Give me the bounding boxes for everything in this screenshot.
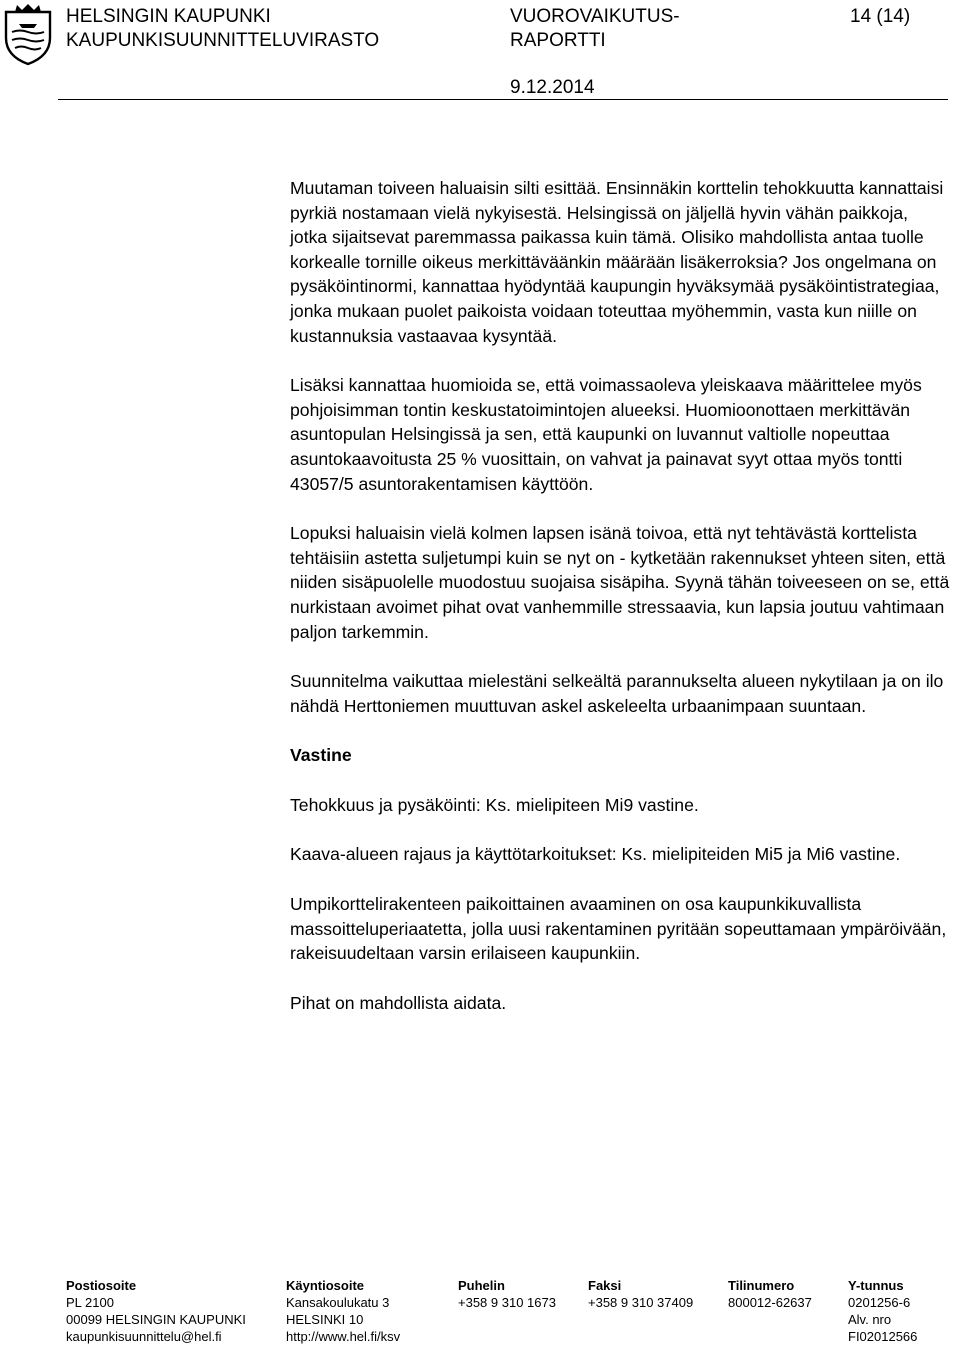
- paragraph-2: Lisäksi kannattaa huomioida se, että voimassaoleva yleiskaava määrittelee myös pohjoisimman tontin keskustatoimintojen alueeksi. Huomioonottaen merkittävän asuntopulan Helsingissä ja sen, että kaupunki on luvannut valtiolle nopeuttaa asuntokaavoitusta 25 % vuosittain, on vahvat ja painavat syyt ottaa myös tontti 43057/5 asuntorakentamisen käyttöön.: [290, 375, 922, 494]
- reply-paragraph-3: Umpikorttelirakenteen paikoittainen avaaminen on osa kaupunkikuvallista massoitteluperiaatetta, jolla uusi rakentaminen pyritään sopeuttamaan ympäröivään, rakeisuudeltaan varsin erilaiseen kaupunkiin.: [290, 894, 947, 964]
- document-date: 9.12.2014: [510, 77, 595, 98]
- footer-value: PL 2100: [66, 1295, 114, 1310]
- footer-website: http://www.hel.fi/ksv: [286, 1329, 401, 1344]
- reply-paragraph-4: Pihat on mahdollista aidata.: [290, 992, 507, 1013]
- footer-value: FI02012566: [848, 1329, 918, 1344]
- footer-value: 00099 HELSINGIN KAUPUNKI: [66, 1312, 246, 1327]
- footer-account-number: [728, 1277, 812, 1311]
- reply-paragraph-2: Kaava-alueen rajaus ja käyttötarkoitukset: Ks. mielipiteiden Mi5 ja Mi6 vastine.: [290, 844, 901, 865]
- helsinki-crest-icon: [3, 2, 53, 66]
- footer-label: Postiosoite: [66, 1278, 137, 1293]
- footer-label: Faksi: [588, 1278, 622, 1293]
- organization-name: [66, 5, 379, 53]
- footer-label: Y-tunnus: [848, 1278, 904, 1293]
- footer-email: kaupunkisuunnittelu@hel.fi: [66, 1329, 222, 1344]
- title-line-1: VUOROVAIKUTUS-: [510, 6, 680, 27]
- footer-visiting-address: [286, 1277, 400, 1345]
- reply-paragraph-1: Tehokkuus ja pysäköinti: Ks. mielipiteen Mi9 vastine.: [290, 794, 699, 815]
- paragraph-4: Suunnitelma vaikuttaa mielestäni selkeältä parannukselta alueen nykytilaan ja on ilo nähdä Herttoniemen muuttuvan askel askeleelta urbaanimpaan suuntaan.: [290, 671, 944, 716]
- footer-value: Alv. nro: [848, 1312, 892, 1327]
- header-divider: [58, 99, 948, 100]
- document-title: [510, 5, 680, 53]
- footer-fax: [588, 1277, 693, 1311]
- footer-value: 800012-62637: [728, 1295, 812, 1310]
- reply-heading: Vastine: [290, 745, 352, 766]
- footer-postal-address: [66, 1277, 246, 1345]
- footer-business-id: [848, 1277, 917, 1345]
- org-line-2: KAUPUNKISUUNNITTELUVIRASTO: [66, 30, 380, 51]
- footer-label: Puhelin: [458, 1278, 505, 1293]
- footer-value: 0201256-6: [848, 1295, 911, 1310]
- page-number: 14 (14): [850, 6, 911, 27]
- footer-label: Tilinumero: [728, 1278, 795, 1293]
- footer-value: +358 9 310 37409: [588, 1295, 694, 1310]
- footer-value: Kansakoulukatu 3: [286, 1295, 390, 1310]
- footer-label: Käyntiosoite: [286, 1278, 365, 1293]
- document-body: [290, 176, 950, 1015]
- paragraph-1: Muutaman toiveen haluaisin silti esittää. Ensinnäkin korttelin tehokkuutta kannattaisi pyrkiä nostamaan vielä nykyisestä. Helsingissä on jäljellä hyvin vähän paikkoja, jotka sijaitsevat paremmassa paikassa kuin tämä. Olisiko mahdollista antaa tuolle korkealle tornille oikeus merkittäväänkin määrään lisäkerroksia? Jos ongelmana on pysäköintinormi, kannattaa hyödyntää kaupungin hyväksymää pysäköintistrategiaa, jonka mukaan puolet paikoista voidaan toteuttaa myöhemmin, vasta kun niille on kustannuksia vastaavaa kysyntää.: [290, 178, 944, 346]
- org-line-1: HELSINGIN KAUPUNKI: [66, 6, 271, 27]
- footer-value: HELSINKI 10: [286, 1312, 364, 1327]
- footer-phone: [458, 1277, 556, 1311]
- title-line-2: RAPORTTI: [510, 30, 606, 51]
- paragraph-3: Lopuksi haluaisin vielä kolmen lapsen isänä toivoa, että nyt tehtävästä korttelista tehtäisiin astetta suljetumpi kuin se nyt on - kytketään rakennukset yhteen siten, että niiden sisäpuolelle muodostuu suojaisa sisäpiha. Syynä tähän toiveeseen on se, että nurkistaan avoimet pihat ovat vanhemmille stressaavia, kun lapsia joutuu vahtimaan paljon tarkemmin.: [290, 523, 950, 642]
- footer-value: +358 9 310 1673: [458, 1295, 556, 1310]
